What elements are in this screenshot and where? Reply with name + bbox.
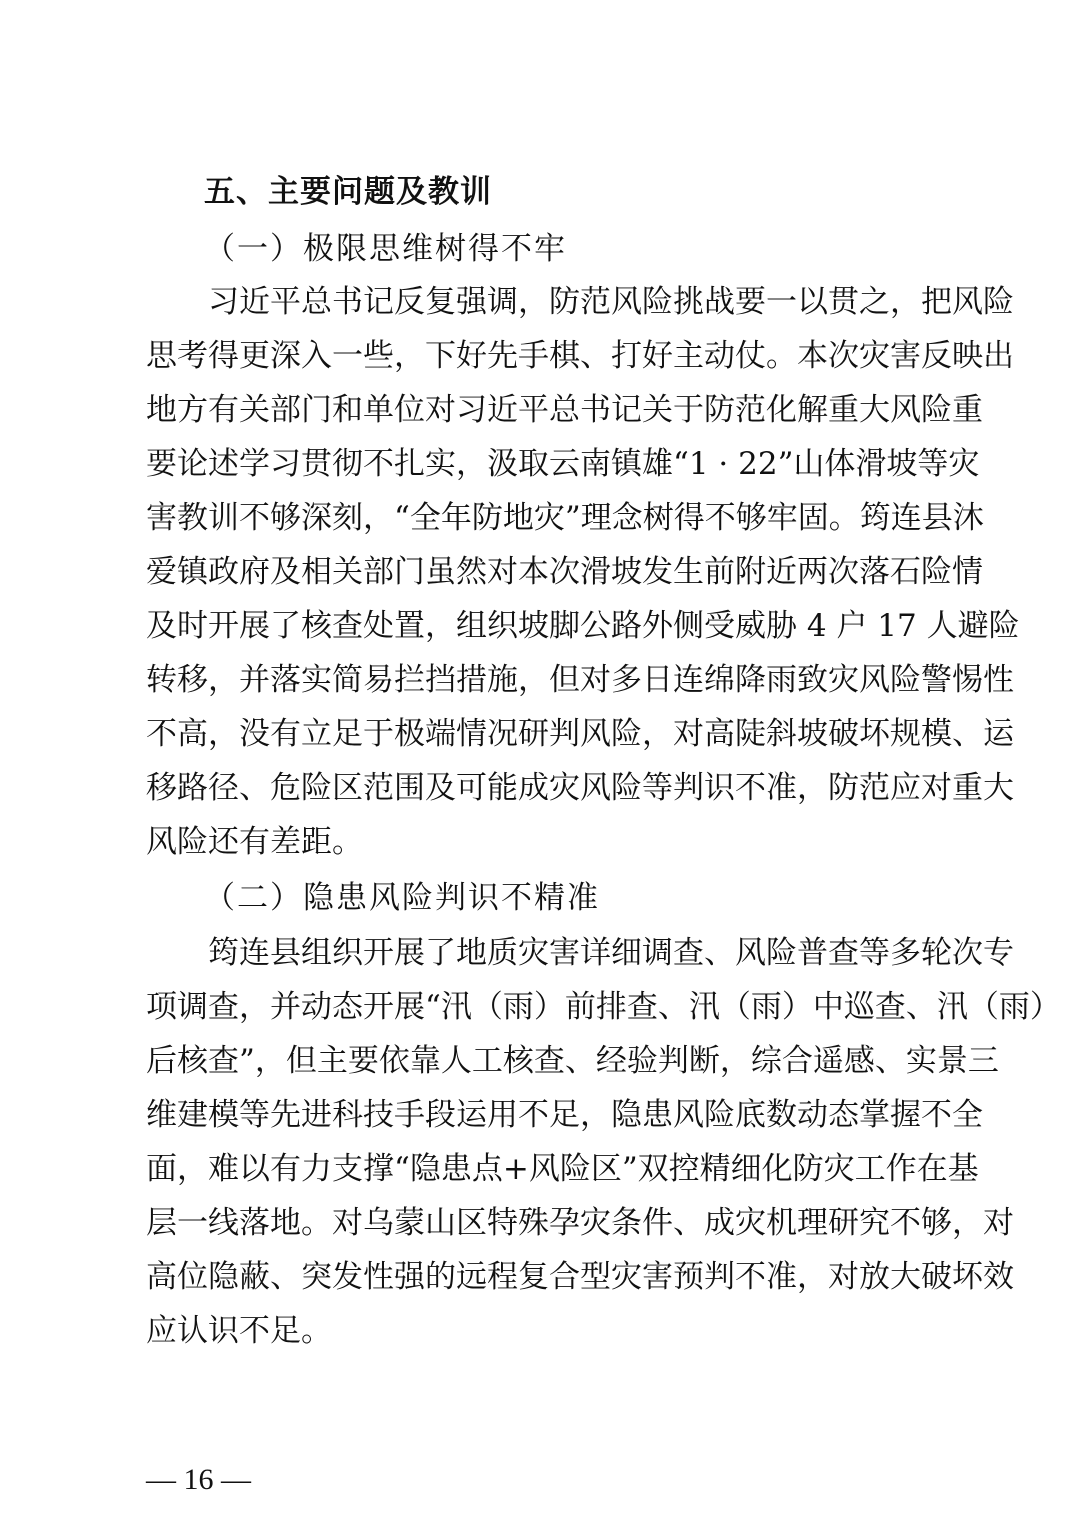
paragraph-line: 筠连县组织开展了地质灾害详细调查、风险普查等多轮次专 bbox=[208, 935, 1014, 971]
paragraph-line: 地方有关部门和单位对习近平总书记关于防范化解重大风险重 bbox=[146, 392, 983, 428]
paragraph-line: 后核查”，但主要依靠人工核查、经验判断，综合遥感、实景三 bbox=[146, 1043, 999, 1079]
paragraph-line: 思考得更深入一些，下好先手棋、打好主动仗。本次灾害反映出 bbox=[146, 338, 1014, 374]
paragraph-line: 要论述学习贯彻不扎实，汲取云南镇雄“1 · 22”山体滑坡等灾 bbox=[146, 446, 980, 482]
paragraph-line: 风险还有差距。 bbox=[146, 824, 363, 860]
section-heading: 五、主要问题及教训 bbox=[204, 174, 492, 210]
paragraph-line: 高位隐蔽、突发性强的远程复合型灾害预判不准，对放大破坏效 bbox=[146, 1259, 1014, 1295]
paragraph-line: 及时开展了核查处置，组织坡脚公路外侧受威胁 4 户 17 人避险 bbox=[146, 608, 1020, 644]
paragraph-line: 习近平总书记反复强调，防范风险挑战要一以贯之，把风险 bbox=[208, 284, 1014, 320]
paragraph-line: 害教训不够深刻，“全年防地灾”理念树得不够牢固。筠连县沐 bbox=[146, 500, 984, 536]
paragraph-line: 爱镇政府及相关部门虽然对本次滑坡发生前附近两次落石险情 bbox=[146, 554, 983, 590]
paragraph-line: 转移，并落实简易拦挡措施，但对多日连绵降雨致灾风险警惕性 bbox=[146, 662, 1014, 698]
subsection-title-2: （二）隐患风险判识不精准 bbox=[204, 880, 600, 916]
paragraph-line: 维建模等先进科技手段运用不足，隐患风险底数动态掌握不全 bbox=[146, 1097, 983, 1133]
paragraph-line: 不高，没有立足于极端情况研判风险，对高陡斜坡破坏规模、运 bbox=[146, 716, 1014, 752]
subsection-title-1: （一）极限思维树得不牢 bbox=[204, 231, 567, 267]
paragraph-line: 移路径、危险区范围及可能成灾风险等判识不准，防范应对重大 bbox=[146, 770, 1014, 806]
page-number: — 16 — bbox=[146, 1463, 251, 1496]
paragraph-line: 层一线落地。对乌蒙山区特殊孕灾条件、成灾机理研究不够，对 bbox=[146, 1205, 1014, 1241]
paragraph-line: 应认识不足。 bbox=[146, 1313, 332, 1349]
paragraph-line: 面，难以有力支撑“隐患点+风险区”双控精细化防灾工作在基 bbox=[146, 1151, 979, 1187]
paragraph-line: 项调查，并动态开展“汛（雨）前排查、汛（雨）中巡查、汛（雨） bbox=[146, 989, 1061, 1025]
